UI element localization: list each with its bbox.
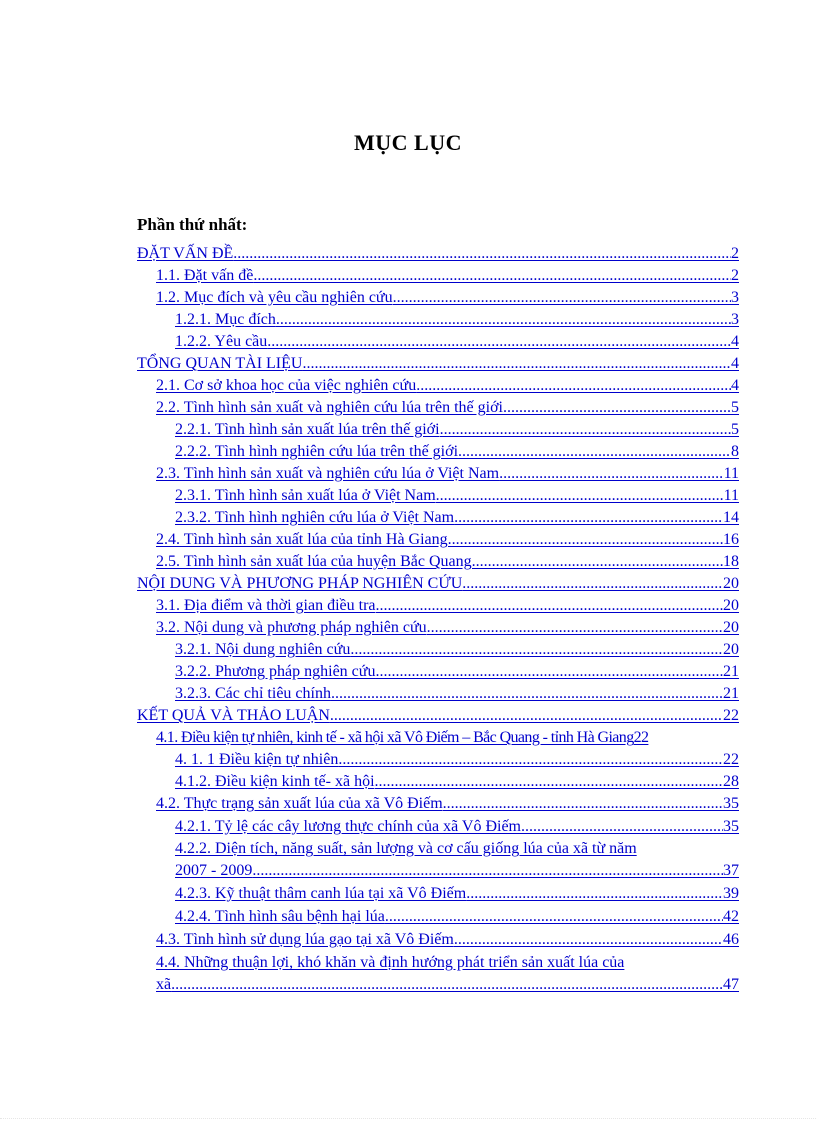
toc-entry[interactable] bbox=[175, 507, 739, 529]
toc-entry-text: 3.2.1. Nội dung nghiên cứu bbox=[175, 641, 351, 658]
toc-entry-page: 2 bbox=[731, 245, 739, 262]
toc-leader bbox=[427, 617, 723, 639]
toc-entry-page: 16 bbox=[723, 531, 739, 548]
toc-entry-text[interactable]: 4.4. Những thuận lợi, khó khăn và định hướng phát triển sản xuất lúa của bbox=[156, 954, 625, 971]
toc-entry-page: 4 bbox=[731, 377, 739, 394]
toc-entry-page: 28 bbox=[723, 773, 739, 790]
toc-entry-page: 20 bbox=[723, 597, 739, 614]
toc-entry[interactable] bbox=[156, 397, 739, 419]
toc-entry-text: 3.1. Địa điểm và thời gian điều tra bbox=[156, 597, 376, 614]
toc-entry[interactable] bbox=[137, 243, 739, 265]
toc-entry-page: 35 bbox=[723, 795, 739, 812]
toc-leader bbox=[385, 906, 723, 928]
toc-entry-text: 1.2.1. Mục đích bbox=[175, 311, 276, 328]
toc-entry-page: 3 bbox=[731, 311, 739, 328]
toc-entry[interactable] bbox=[175, 771, 739, 793]
toc-leader bbox=[171, 974, 723, 996]
toc-entry-page: 21 bbox=[723, 685, 739, 702]
toc-entry[interactable] bbox=[137, 705, 739, 727]
toc-entry-text: 4.2.3. Kỹ thuật thâm canh lúa tại xã Vô Điếm bbox=[175, 885, 467, 902]
toc-entry-page: 47 bbox=[723, 976, 739, 993]
toc-entry[interactable] bbox=[175, 661, 739, 683]
toc-entry[interactable] bbox=[156, 375, 739, 397]
toc-entry-page: 37 bbox=[723, 862, 739, 879]
page-bottom-divider bbox=[0, 1118, 816, 1119]
toc-entry[interactable] bbox=[156, 529, 739, 551]
toc-leader bbox=[393, 287, 731, 309]
toc-entry-text: 3.2. Nội dung và phương pháp nghiên cứu bbox=[156, 619, 427, 636]
toc-entry-text: 2.3.2. Tình hình nghiên cứu lúa ở Việt Nam bbox=[175, 509, 455, 526]
toc-leader bbox=[448, 529, 723, 551]
toc-entry-text: 2.2. Tình hình sản xuất và nghiên cứu lúa trên thế giới bbox=[156, 399, 503, 416]
toc-entry-text: TỔNG QUAN TÀI LIỆU bbox=[137, 355, 303, 372]
toc-leader bbox=[331, 683, 723, 705]
toc-entry-page: 39 bbox=[723, 885, 739, 902]
toc-entry-page: 11 bbox=[723, 465, 739, 482]
toc-entry-page: 46 bbox=[723, 931, 739, 948]
toc-entry[interactable] bbox=[156, 287, 739, 309]
toc-entry-page: 3 bbox=[731, 289, 739, 306]
toc-entry-page: 18 bbox=[723, 553, 739, 570]
toc-entry-page: 11 bbox=[723, 487, 739, 504]
toc-entry-text: 2.3.1. Tình hình sản xuất lúa ở Việt Nam bbox=[175, 487, 436, 504]
toc-entry[interactable] bbox=[175, 331, 739, 353]
toc-leader bbox=[472, 551, 723, 573]
toc-leader bbox=[499, 463, 724, 485]
toc-leader bbox=[338, 749, 723, 771]
toc-leader bbox=[276, 309, 731, 331]
toc-leader bbox=[252, 860, 723, 882]
toc-leader bbox=[521, 816, 723, 838]
toc-entry-page: 21 bbox=[723, 663, 739, 680]
toc-entry[interactable] bbox=[175, 441, 739, 463]
toc-entry-text: KẾT QUẢ VÀ THẢO LUẬN bbox=[137, 707, 330, 724]
toc-entry-text: 1.2.2. Yêu cầu bbox=[175, 333, 268, 350]
toc-entry-page: 35 bbox=[723, 818, 739, 835]
toc-entry-page: 22 bbox=[633, 729, 649, 746]
toc-entry-page: 5 bbox=[731, 399, 739, 416]
toc-entry-text[interactable]: 4.2.2. Diện tích, năng suất, sản lượng và cơ cấu giống lúa của xã từ năm bbox=[175, 840, 637, 857]
toc-leader bbox=[503, 397, 731, 419]
toc-entry-text: 2.1. Cơ sở khoa học của việc nghiên cứu bbox=[156, 377, 417, 394]
toc-entry[interactable] bbox=[137, 353, 739, 375]
toc-entry-page: 22 bbox=[723, 707, 739, 724]
toc-entry-text: 2.2.1. Tình hình sản xuất lúa trên thế giới bbox=[175, 421, 440, 438]
toc-entry-text: 2.2.2. Tình hình nghiên cứu lúa trên thế giới bbox=[175, 443, 459, 460]
toc-entry-text-continued: xã bbox=[156, 976, 172, 993]
toc-entry[interactable] bbox=[175, 639, 739, 661]
toc-leader bbox=[267, 331, 731, 353]
toc-entry-page: 20 bbox=[723, 619, 739, 636]
toc-entry-text: 4.1. Điều kiện tự nhiên, kinh tế - xã hội xã Vô Điếm – Bắc Quang - tỉnh Hà Giang bbox=[156, 729, 634, 746]
toc-leader bbox=[443, 793, 723, 815]
toc-leader bbox=[458, 441, 731, 463]
toc-entry-text: NỘI DUNG VÀ PHƯƠNG PHÁP NGHIÊN CỨU bbox=[137, 575, 463, 592]
toc-leader bbox=[440, 419, 731, 441]
toc-entry-text: 4.1.2. Điều kiện kinh tế- xã hội bbox=[175, 773, 375, 790]
toc-entry[interactable] bbox=[156, 974, 739, 996]
toc-entry[interactable] bbox=[175, 683, 739, 705]
toc-leader bbox=[375, 771, 723, 793]
toc-entry-text: 3.2.2. Phương pháp nghiên cứu bbox=[175, 663, 376, 680]
toc-entry[interactable] bbox=[175, 419, 739, 441]
toc-leader bbox=[462, 573, 723, 595]
toc-entry-page: 4 bbox=[731, 333, 739, 350]
toc-entry-page: 20 bbox=[723, 575, 739, 592]
toc-entry[interactable] bbox=[175, 816, 739, 838]
toc-entry[interactable] bbox=[156, 595, 739, 617]
toc-entry-text: 4.2.4. Tình hình sâu bệnh hại lúa bbox=[175, 908, 385, 925]
toc-entry-text: 2.5. Tình hình sản xuất lúa của huyện Bắc Quang bbox=[156, 553, 472, 570]
toc-leader bbox=[350, 639, 723, 661]
toc-leader bbox=[253, 265, 731, 287]
toc-entry-text: 2.3. Tình hình sản xuất và nghiên cứu lúa ở Việt Nam bbox=[156, 465, 500, 482]
toc-entry[interactable] bbox=[156, 727, 739, 749]
toc-entry-text: ĐẶT VẤN ĐỀ bbox=[137, 245, 234, 262]
toc-entry[interactable] bbox=[137, 573, 739, 595]
toc-leader bbox=[302, 353, 731, 375]
toc-leader bbox=[416, 375, 731, 397]
toc-leader bbox=[436, 485, 724, 507]
toc-entry-page: 42 bbox=[723, 908, 739, 925]
toc-entry[interactable] bbox=[156, 463, 739, 485]
toc-entry-text: 4.2. Thực trạng sản xuất lúa của xã Vô Điếm bbox=[156, 795, 443, 812]
toc-entry-page: 20 bbox=[723, 641, 739, 658]
toc-entry-text: 3.2.3. Các chỉ tiêu chính bbox=[175, 685, 331, 702]
toc-entry-page: 2 bbox=[731, 267, 739, 284]
toc-entry-page: 22 bbox=[723, 751, 739, 768]
toc-entry[interactable] bbox=[175, 485, 739, 507]
toc-leader bbox=[454, 507, 723, 529]
toc-entry-text: 4. 1. 1 Điều kiện tự nhiên bbox=[175, 751, 339, 768]
toc-entry[interactable] bbox=[156, 793, 739, 815]
toc-leader bbox=[454, 929, 723, 951]
toc-leader bbox=[376, 595, 723, 617]
toc-entry[interactable] bbox=[175, 309, 739, 331]
toc-entry[interactable] bbox=[175, 860, 739, 882]
toc-entry-page: 14 bbox=[723, 509, 739, 526]
toc-entry-page: 5 bbox=[731, 421, 739, 438]
toc-entry-text: 4.3. Tình hình sử dụng lúa gạo tại xã Vô Điếm bbox=[156, 931, 454, 948]
toc-entry[interactable] bbox=[156, 551, 739, 573]
toc-entry-page: 8 bbox=[731, 443, 739, 460]
toc-entry[interactable] bbox=[156, 265, 739, 287]
toc-entry-text: 2.4. Tình hình sản xuất lúa của tỉnh Hà Giang bbox=[156, 531, 448, 548]
toc-entry-text: 1.2. Mục đích và yêu cầu nghiên cứu bbox=[156, 289, 393, 306]
toc-entry-text: 1.1. Đặt vấn đề bbox=[156, 267, 254, 284]
toc-leader bbox=[330, 705, 723, 727]
toc-entry-text-continued: 2007 - 2009 bbox=[175, 862, 253, 879]
toc-leader bbox=[233, 243, 731, 265]
toc-entry[interactable] bbox=[175, 883, 739, 905]
toc-entry-text: 4.2.1. Tỷ lệ các cây lương thực chính của xã Vô Điếm bbox=[175, 818, 521, 835]
toc-entry[interactable] bbox=[175, 749, 739, 771]
toc-entry-page: 4 bbox=[731, 355, 739, 372]
toc-entry[interactable] bbox=[156, 617, 739, 639]
toc-leader bbox=[466, 883, 723, 905]
page-title: MỤC LỤC bbox=[354, 130, 462, 155]
toc-leader bbox=[375, 661, 723, 683]
toc-entry[interactable] bbox=[175, 906, 739, 928]
toc-entry[interactable] bbox=[156, 929, 739, 951]
part-label: Phần thứ nhất: bbox=[137, 215, 248, 234]
